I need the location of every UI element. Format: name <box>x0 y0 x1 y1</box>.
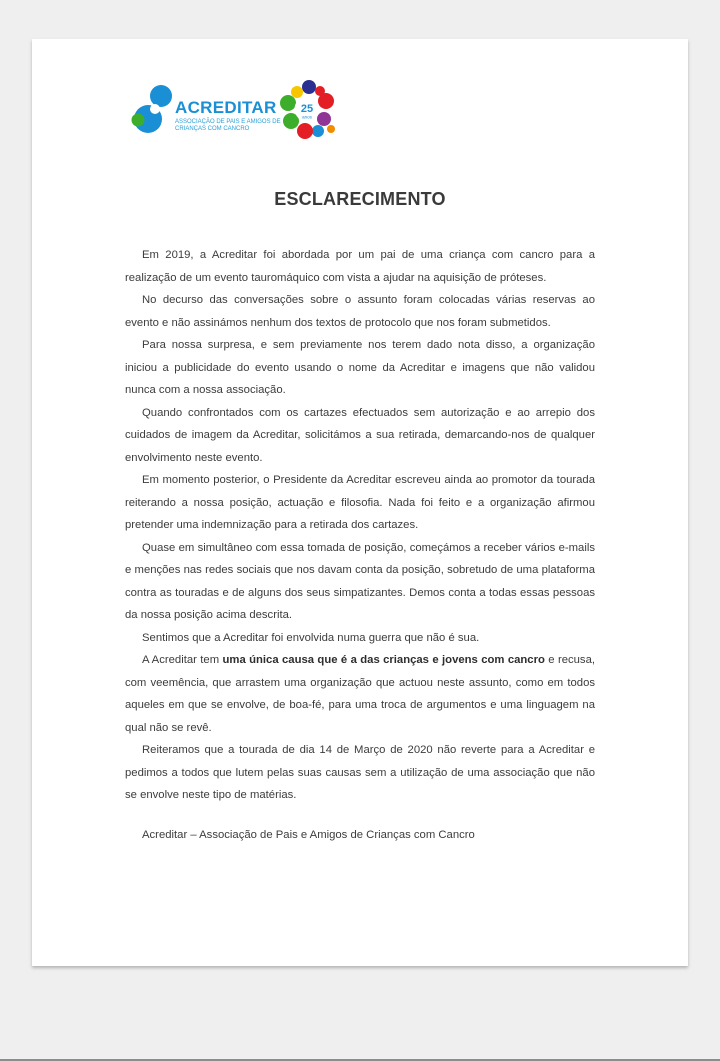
paragraph-cause <box>125 649 595 739</box>
paragraph-text: A Acreditar tem <box>142 654 223 666</box>
acreditar-symbol-icon <box>128 79 174 141</box>
signature: Acreditar – Associação de Pais e Amigos de Crianças com Cancro <box>142 829 475 841</box>
paragraph: Quando confrontados com os cartazes efectuados sem autorização e ao arrepio dos cuidados de imagem da Acreditar, solicitámos a sua retirada, demarcando-nos de qualquer envolvimento neste evento. <box>125 406 595 464</box>
document-body <box>125 244 595 807</box>
paragraph-text: e recusa, com veemência, que arrastem uma organização que actuou neste assunto, como em todos aqueles em que se envolve, de boa-fé, para uma troca de argumentos e uma linguagem na qual não se revê. <box>125 654 595 734</box>
paragraph: Quase em simultâneo com essa tomada de posição, começámos a receber vários e-mails e menções nas redes sociais que nos davam conta da posição, sobretudo de uma plataforma contra as touradas e de alguns dos seus simpatizantes. Demos conta a todas essas pessoas da nossa posição acima descrita. <box>125 541 595 621</box>
paragraph: Em 2019, a Acreditar foi abordada por um pai de uma criança com cancro para a realização de um evento tauromáquico com vista a ajudar na aquisição de próteses. <box>125 249 595 284</box>
document-title: ESCLARECIMENTO <box>274 189 446 209</box>
document-page <box>32 39 688 966</box>
paragraph: No decurso das conversações sobre o assunto foram colocadas várias reservas ao evento e não assinámos nenhum dos textos de protocolo que nos foram submetidos. <box>125 294 595 329</box>
logo-wordmark: ACREDITAR <box>175 98 277 117</box>
anniversary-unit: anos <box>302 114 312 120</box>
logo-tagline: ASSOCIAÇÃO DE PAIS E AMIGOS DE CRIANÇAS COM CANCRO <box>175 119 281 132</box>
acreditar-logo <box>128 79 338 141</box>
anniversary-number: 25 <box>300 103 314 115</box>
paragraph: Em momento posterior, o Presidente da Acreditar escreveu ainda ao promotor da tourada reiterando a nossa posição, actuação e filosofia. Nada foi feito e a organização afirmou pretender uma indemnização para a retirada dos cartazes. <box>125 474 595 531</box>
paragraph: Reiteramos que a tourada de dia 14 de Março de 2020 não reverte para a Acreditar e pedimos a todos que lutem pelas suas causas sem a utilização de uma associação que não se envolve neste tipo de matérias. <box>125 744 595 801</box>
paragraph: Para nossa surpresa, e sem previamente nos terem dado nota disso, a organização iniciou a publicidade do evento usando o nome da Acreditar e imagens que não validou nunca com a nossa associação. <box>125 339 595 396</box>
anniversary-badge-icon <box>278 79 338 141</box>
paragraph: Sentimos que a Acreditar foi envolvida numa guerra que não é sua. <box>142 631 480 644</box>
cause-emphasis: uma única causa que é a das crianças e jovens com cancro <box>222 654 545 666</box>
